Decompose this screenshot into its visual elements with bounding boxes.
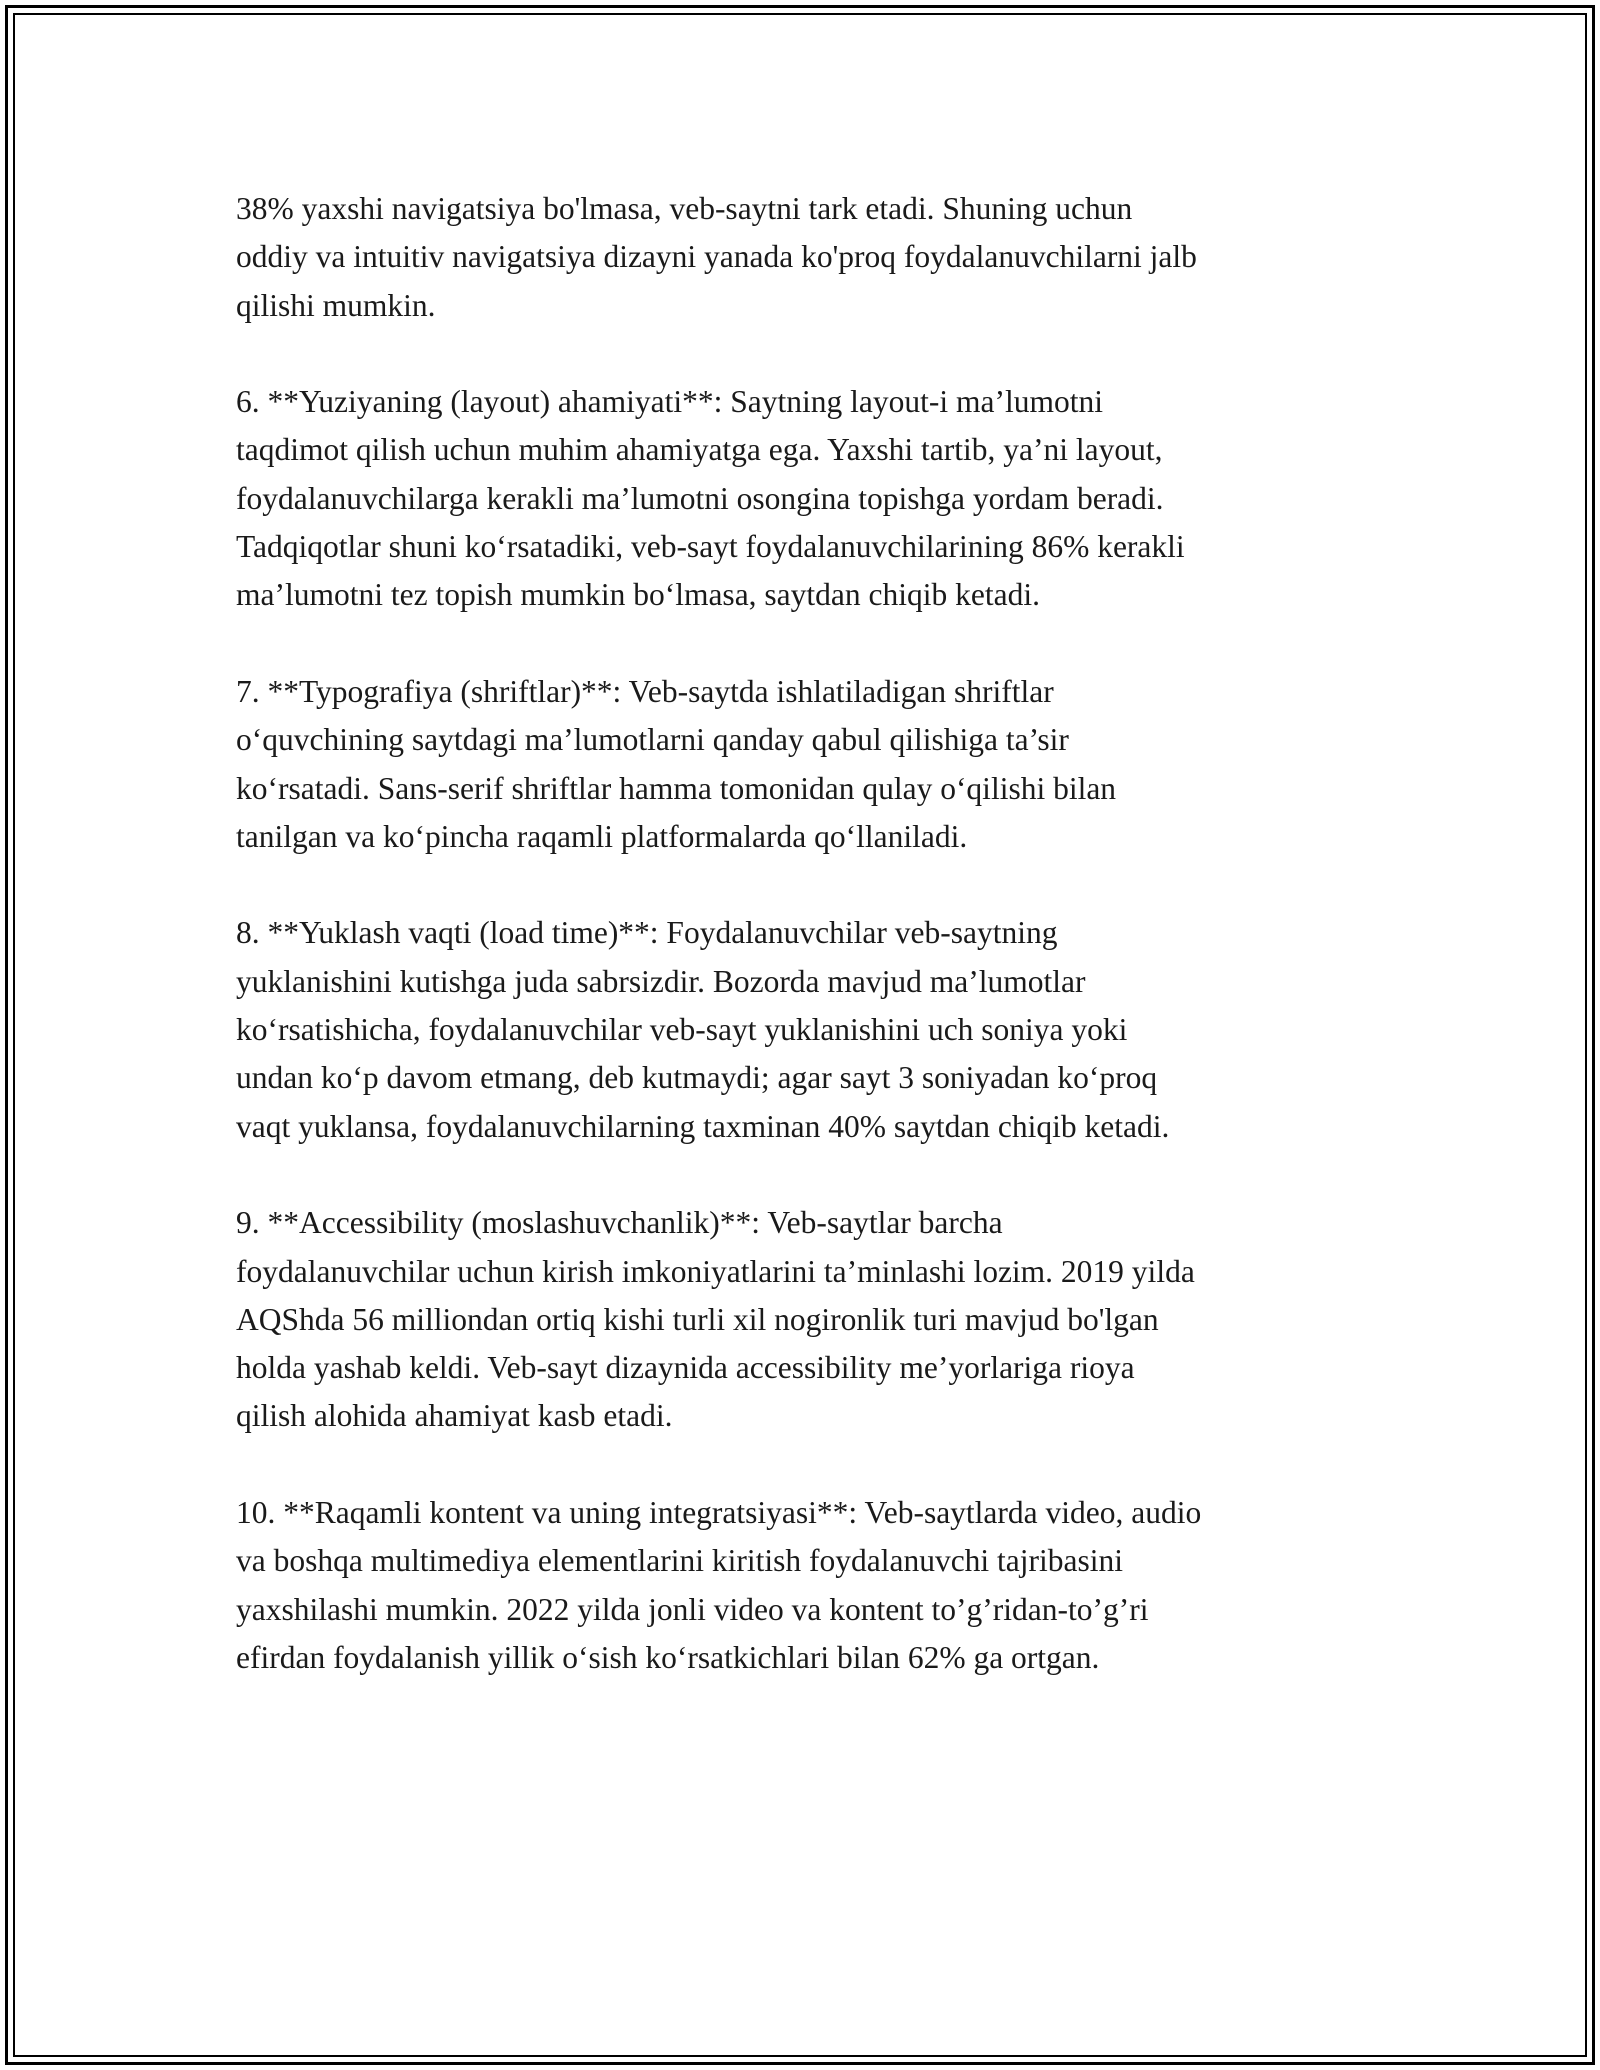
text-line: 6. **Yuziyaning (layout) ahamiyati**: Saytning layout-i ma’lumotni: [236, 384, 1103, 420]
text-line: holda yashab keldi. Veb-sayt dizaynida accessibility me’yorlariga rioya: [236, 1350, 1135, 1386]
text-line: foydalanuvchilarga kerakli ma’lumotni osongina topishga yordam beradi.: [236, 480, 1164, 516]
text-line: yuklanishini kutishga juda sabrsizdir. Bozorda mavjud ma’lumotlar: [236, 963, 1086, 999]
text-line: ma’lumotni tez topish mumkin boʻlmasa, saytdan chiqib ketadi.: [236, 577, 1040, 613]
text-line: yaxshilashi mumkin. 2022 yilda jonli video va kontent to’g’ridan-to’g’ri: [236, 1591, 1149, 1627]
text-line: Tadqiqotlar shuni koʻrsatadiki, veb-sayt foydalanuvchilarining 86% kerakli: [236, 529, 1185, 565]
paragraph-load-time: [236, 909, 1386, 1150]
text-line: tanilgan va koʻpincha raqamli platformalarda qoʻllaniladi.: [236, 818, 968, 854]
paragraph-digital-content: [236, 1489, 1386, 1682]
text-line: efirdan foydalanish yillik oʻsish koʻrsatkichlari bilan 62% ga ortgan.: [236, 1639, 1100, 1675]
text-line: vaqt yuklansa, foydalanuvchilarning taxminan 40% saytdan chiqib ketadi.: [236, 1108, 1170, 1144]
text-line: oʻquvchining saytdagi ma’lumotlarni qanday qabul qilishiga ta’sir: [236, 722, 1069, 758]
text-line: koʻrsatadi. Sans-serif shriftlar hamma tomonidan qulay oʻqilishi bilan: [236, 770, 1117, 806]
paragraph-accessibility: [236, 1199, 1386, 1440]
text-line: 8. **Yuklash vaqti (load time)**: Foydalanuvchilar veb-saytning: [236, 915, 1058, 951]
document-body: [236, 185, 1386, 1731]
text-line: oddiy va intuitiv navigatsiya dizayni yanada ko'proq foydalanuvchilarni jalb: [236, 239, 1197, 275]
text-line: qilish alohida ahamiyat kasb etadi.: [236, 1398, 673, 1434]
text-line: 10. **Raqamli kontent va uning integratsiyasi**: Veb-saytlarda video, audio: [236, 1495, 1202, 1531]
paragraph-typography: [236, 668, 1386, 861]
text-line: AQShda 56 milliondan ortiq kishi turli xil nogironlik turi mavjud bo'lgan: [236, 1301, 1159, 1337]
text-line: 38% yaxshi navigatsiya bo'lmasa, veb-saytni tark etadi. Shuning uchun: [236, 191, 1133, 226]
text-line: taqdimot qilish uchun muhim ahamiyatga ega. Yaxshi tartib, ya’ni layout,: [236, 432, 1163, 468]
text-line: foydalanuvchilar uchun kirish imkoniyatlarini ta’minlashi lozim. 2019 yilda: [236, 1253, 1195, 1289]
paragraph-navigation-intro: [236, 185, 1386, 330]
text-line: koʻrsatishicha, foydalanuvchilar veb-sayt yuklanishini uch soniya yoki: [236, 1012, 1128, 1048]
paragraph-layout: [236, 378, 1386, 619]
text-line: 7. **Typografiya (shriftlar)**: Veb-saytda ishlatiladigan shriftlar: [236, 673, 1054, 709]
text-line: undan koʻp davom etmang, deb kutmaydi; agar sayt 3 soniyadan koʻproq: [236, 1060, 1158, 1096]
text-line: 9. **Accessibility (moslashuvchanlik)**: Veb-saytlar barcha: [236, 1205, 1003, 1241]
text-line: va boshqa multimediya elementlarini kiritish foydalanuvchi tajribasini: [236, 1543, 1124, 1579]
text-line: qilishi mumkin.: [236, 287, 436, 323]
